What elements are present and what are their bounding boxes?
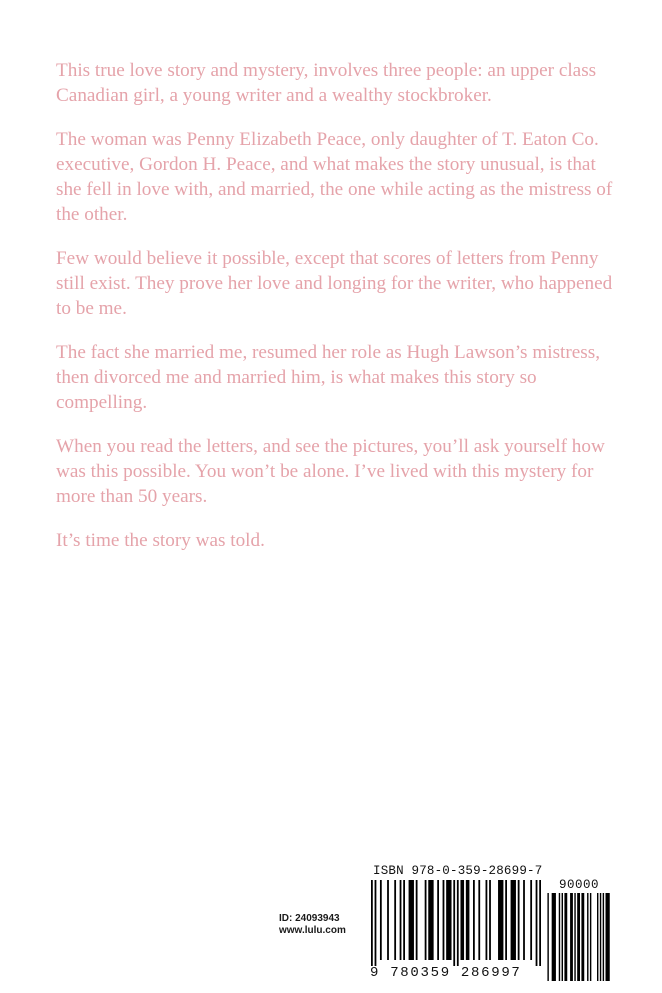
- barcode-bar: [387, 880, 389, 960]
- barcode-bar: [489, 880, 491, 960]
- barcode-bar: [425, 880, 427, 960]
- barcode-bar: [570, 893, 573, 981]
- barcode-bar: [375, 880, 377, 966]
- price-code: 90000: [559, 878, 600, 892]
- barcode-bar: [437, 880, 439, 960]
- ean-barcode: [371, 880, 541, 968]
- price-addon-barcode: [546, 893, 614, 981]
- paragraph-5: When you read the letters, and see the pictures, you’ll ask yourself how was this possible. You won’t be alone. I’ve lived with this mystery for more than 50 years.: [56, 436, 605, 507]
- barcode-bar: [478, 880, 480, 960]
- barcode-bar: [403, 880, 405, 960]
- back-cover-text: [56, 58, 616, 572]
- barcode-bar: [530, 880, 532, 960]
- barcode-bar: [466, 880, 470, 960]
- barcode-bar: [581, 893, 584, 981]
- barcode-bar: [486, 880, 488, 960]
- paragraph-2: The woman was Penny Elizabeth Peace, only daughter of T. Eaton Co. executive, Gordon H. Peace, and what makes the story unusual, is that she fell in love with, and married, the one while acting as the mistress of the other.: [56, 129, 613, 225]
- barcode-bar: [547, 893, 548, 981]
- paragraph-3: Few would believe it possible, except that scores of letters from Penny still exist. They prove her love and longing for the writer, who happened to be me.: [56, 248, 613, 319]
- barcode-bar: [600, 893, 601, 981]
- barcode-bar: [453, 880, 455, 966]
- barcode-bar: [416, 880, 418, 960]
- barcode-bar: [457, 880, 459, 966]
- barcode-bar: [511, 880, 516, 960]
- barcode-bar: [562, 893, 563, 981]
- barcode-bar: [590, 893, 591, 981]
- paragraph-4: The fact she married me, resumed her role as Hugh Lawson’s mistress, then divorced me and married him, is what makes this story so compelling.: [56, 342, 601, 413]
- barcode-bar: [552, 893, 556, 981]
- barcode-bar: [574, 893, 575, 981]
- imprint-url: www.lulu.com: [279, 925, 346, 936]
- barcode-bar: [577, 893, 580, 981]
- barcode-bar: [380, 880, 382, 960]
- isbn-label: ISBN 978-0-359-28699-7: [373, 864, 543, 878]
- barcode-bar: [523, 880, 525, 960]
- barcode-bar: [559, 893, 560, 981]
- barcode-bar: [400, 880, 402, 960]
- barcode-bar: [505, 880, 507, 960]
- paragraph-1: This true love story and mystery, involves three people: an upper class Canadian girl, a young writer and a wealthy stockbroker.: [56, 60, 597, 106]
- barcode-bar: [536, 880, 538, 966]
- barcode-bar: [443, 880, 445, 960]
- barcode-bar: [603, 893, 604, 981]
- barcode-bar: [564, 893, 567, 981]
- barcode-bar: [394, 880, 396, 960]
- paragraph-6: It’s time the story was told.: [56, 530, 265, 551]
- barcode-bar: [446, 880, 451, 960]
- barcode-bar: [587, 893, 588, 981]
- imprint-id: ID: 24093943: [279, 913, 340, 924]
- barcode-bar: [597, 893, 598, 981]
- barcode-bar: [428, 880, 433, 960]
- barcode-bar: [539, 880, 541, 966]
- barcode-bar: [371, 880, 373, 966]
- barcode-bar: [518, 880, 520, 960]
- ean-digits: 9 780359 286997: [370, 965, 522, 981]
- barcode-bar: [409, 880, 414, 960]
- barcode-bar: [498, 880, 503, 960]
- publisher-imprint: [279, 913, 346, 937]
- barcode-bar: [473, 880, 475, 960]
- barcode-bar: [606, 893, 610, 981]
- barcode-bar: [460, 880, 464, 960]
